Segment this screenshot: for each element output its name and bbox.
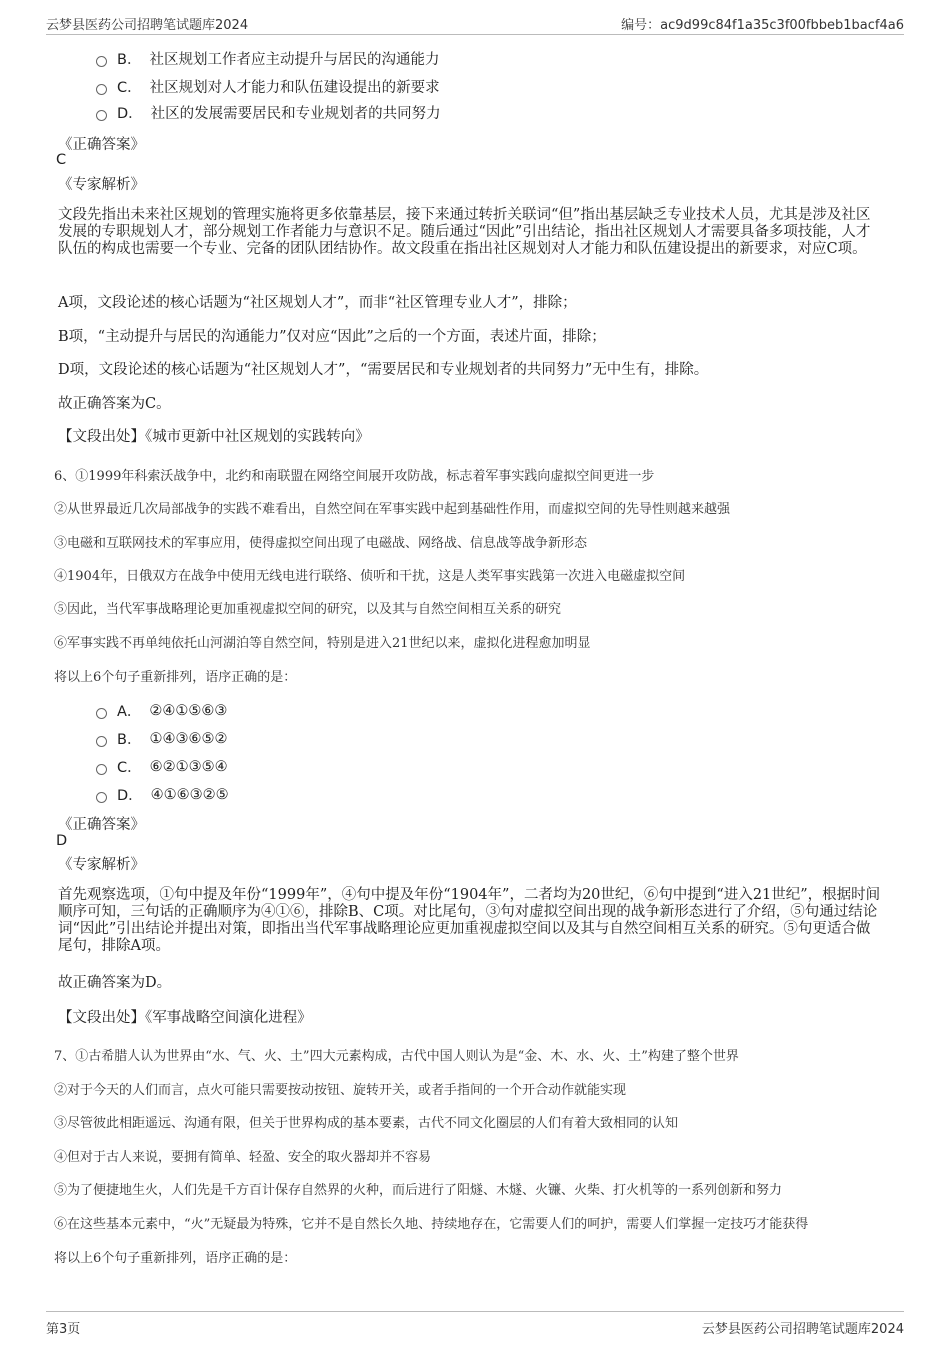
- option-letter: D．: [117, 106, 143, 122]
- q6-sentence-3: ③电磁和互联网技术的军事应用，使得虚拟空间出现了电磁战、网络战、信息战等战争新形态: [54, 536, 588, 551]
- radio-icon[interactable]: [96, 764, 107, 775]
- radio-icon[interactable]: [96, 736, 107, 747]
- radio-icon[interactable]: [96, 792, 107, 803]
- option-text: ④①⑥③②⑤: [150, 786, 229, 803]
- q5-point-d: D项，文段论述的核心话题为“社区规划人才”，“需要居民和专业规划者的共同努力”无中生有，排除。: [58, 362, 709, 378]
- option-letter: D．: [117, 788, 143, 804]
- q6-sentence-6: ⑥军事实践不再单纯依托山河湖泊等自然空间，特别是进入21世纪以来，虚拟化进程愈加明显: [54, 636, 591, 651]
- q6-conclusion: 故正确答案为D。: [58, 975, 172, 991]
- q7-sentence-5: ⑤为了便捷地生火，人们先是千方百计保存自然界的火种，而后进行了阳燧、木燧、火镰、火柴、打火机等的一系列创新和努力: [54, 1183, 783, 1198]
- option-letter: C．: [117, 80, 142, 96]
- q7-sentence-4: ④但对于古人来说，要拥有简单、轻盈、安全的取火器却并不容易: [54, 1150, 432, 1165]
- q7-sentence-1: 7、①古希腊人认为世界由“水、气、火、土”四大元素构成，古代中国人则认为是“金、木、水、火、土”构建了整个世界: [54, 1049, 739, 1064]
- option-text: ②④①⑤⑥③: [149, 702, 228, 719]
- q5-point-a: A项，文段论述的核心话题为“社区规划人才”，而非“社区管理专业人才”，排除；: [58, 295, 577, 311]
- q6-analysis-label: 《专家解析》: [58, 857, 145, 873]
- option-letter: B．: [117, 732, 142, 748]
- option-text: ⑥②①③⑤④: [149, 758, 228, 775]
- q5-option-c[interactable]: [96, 76, 440, 97]
- page-footer: [46, 1311, 904, 1336]
- q7-sentence-2: ②对于今天的人们而言，点火可能只需要按动按钮、旋转开关，或者手指间的一个开合动作就能实现: [54, 1083, 627, 1098]
- q6-sentence-2: ②从世界最近几次局部战争的实践不难看出，自然空间在军事实践中起到基础性作用，而虚拟空间的先导性则越来越强: [54, 502, 731, 517]
- q7-sentence-3: ③尽管彼此相距遥远、沟通有限，但关于世界构成的基本要素，古代不同文化圈层的人们有着大致相同的认知: [54, 1116, 679, 1131]
- q6-sentence-1: 6、①1999年科索沃战争中，北约和南联盟在网络空间展开攻防战，标志着军事实践向虚拟空间更进一步: [54, 469, 655, 484]
- option-text: 社区的发展需要居民和专业规划者的共同努力: [150, 106, 441, 122]
- radio-icon[interactable]: [96, 84, 107, 95]
- q6-source: 【文段出处】《军事战略空间演化进程》: [58, 1010, 312, 1026]
- q6-option-b[interactable]: [96, 728, 227, 749]
- q5-point-b: B项，“主动提升与居民的沟通能力”仅对应“因此”之后的一个方面，表述片面，排除；: [58, 329, 606, 345]
- header-id: 编号：ac9d99c84f1a35c3f00fbbeb1bacf4a6: [621, 18, 904, 33]
- option-text: 社区规划对人才能力和队伍建设提出的新要求: [149, 80, 440, 96]
- q5-answer-value: C: [56, 152, 67, 168]
- radio-icon[interactable]: [96, 708, 107, 719]
- option-letter: C．: [117, 760, 142, 776]
- q7-prompt: 将以上6个句子重新排列，语序正确的是：: [54, 1251, 297, 1266]
- q5-analysis-text: 文段先指出未来社区规划的管理实施将更多依靠基层，接下来通过转折关联词“但”指出基层缺乏专业技术人员，尤其是涉及社区发展的专职规划人才，部分规划工作者能力与意识不足。随后通过“因此”引出结论，指出社区规划人才需要具备多项技能，人才队伍的构成也需要一个专业、完备的团队团结协作。故文段重在指出社区规划对人才能力和队伍建设提出的新要求，对应C项。: [58, 207, 871, 257]
- q6-prompt: 将以上6个句子重新排列，语序正确的是：: [54, 670, 297, 685]
- q6-sentence-5: ⑤因此，当代军事战略理论更加重视虚拟空间的研究，以及其与自然空间相互关系的研究: [54, 602, 562, 617]
- option-letter: A．: [117, 704, 142, 720]
- q6-answer-value: D: [56, 833, 68, 849]
- footer-title: 云梦县医药公司招聘笔试题库2024: [701, 1322, 904, 1337]
- q5-analysis-label: 《专家解析》: [58, 177, 145, 193]
- radio-icon[interactable]: [96, 56, 107, 67]
- q5-answer-label: 《正确答案》: [58, 137, 145, 153]
- page-header: [46, 12, 904, 35]
- q6-sentence-4: ④1904年，日俄双方在战争中使用无线电进行联络、侦听和干扰，这是人类军事实践第一次进入电磁虚拟空间: [54, 569, 686, 584]
- q6-analysis-text: 首先观察选项，①句中提及年份“1999年”，④句中提及年份“1904年”，二者均为20世纪，⑥句中提到“进入21世纪”，根据时间顺序可知，三句话的正确顺序为④①⑥，排除B、C项。对比尾句，③句对虚拟空间出现的战争新形态进行了介绍，⑤句通过结论词“因此”引出结论并提出对策，即指出当代军事战略理论应更加重视虚拟空间以及其与自然空间相互关系的研究。⑤句更适合做尾句，排除A项。: [58, 887, 881, 954]
- q5-source: 【文段出处】《城市更新中社区规划的实践转向》: [58, 429, 370, 445]
- option-text: 社区规划工作者应主动提升与居民的沟通能力: [149, 52, 440, 68]
- option-text: ①④③⑥⑤②: [149, 730, 228, 747]
- radio-icon[interactable]: [96, 110, 107, 121]
- option-letter: B．: [117, 52, 142, 68]
- q5-conclusion: 故正确答案为C。: [58, 396, 171, 412]
- page-number: 第3页: [46, 1322, 81, 1337]
- header-title: 云梦县医药公司招聘笔试题库2024: [46, 18, 249, 33]
- q5-option-d[interactable]: [96, 102, 441, 123]
- q6-option-c[interactable]: [96, 756, 228, 777]
- q7-sentence-6: ⑥在这些基本元素中，“火”无疑最为特殊，它并不是自然长久地、持续地存在，它需要人们的呵护，需要人们掌握一定技巧才能获得: [54, 1217, 809, 1232]
- q5-option-b[interactable]: [96, 48, 439, 69]
- q6-answer-label: 《正确答案》: [58, 817, 145, 833]
- q6-option-a[interactable]: [96, 700, 227, 721]
- q6-option-d[interactable]: [96, 784, 229, 805]
